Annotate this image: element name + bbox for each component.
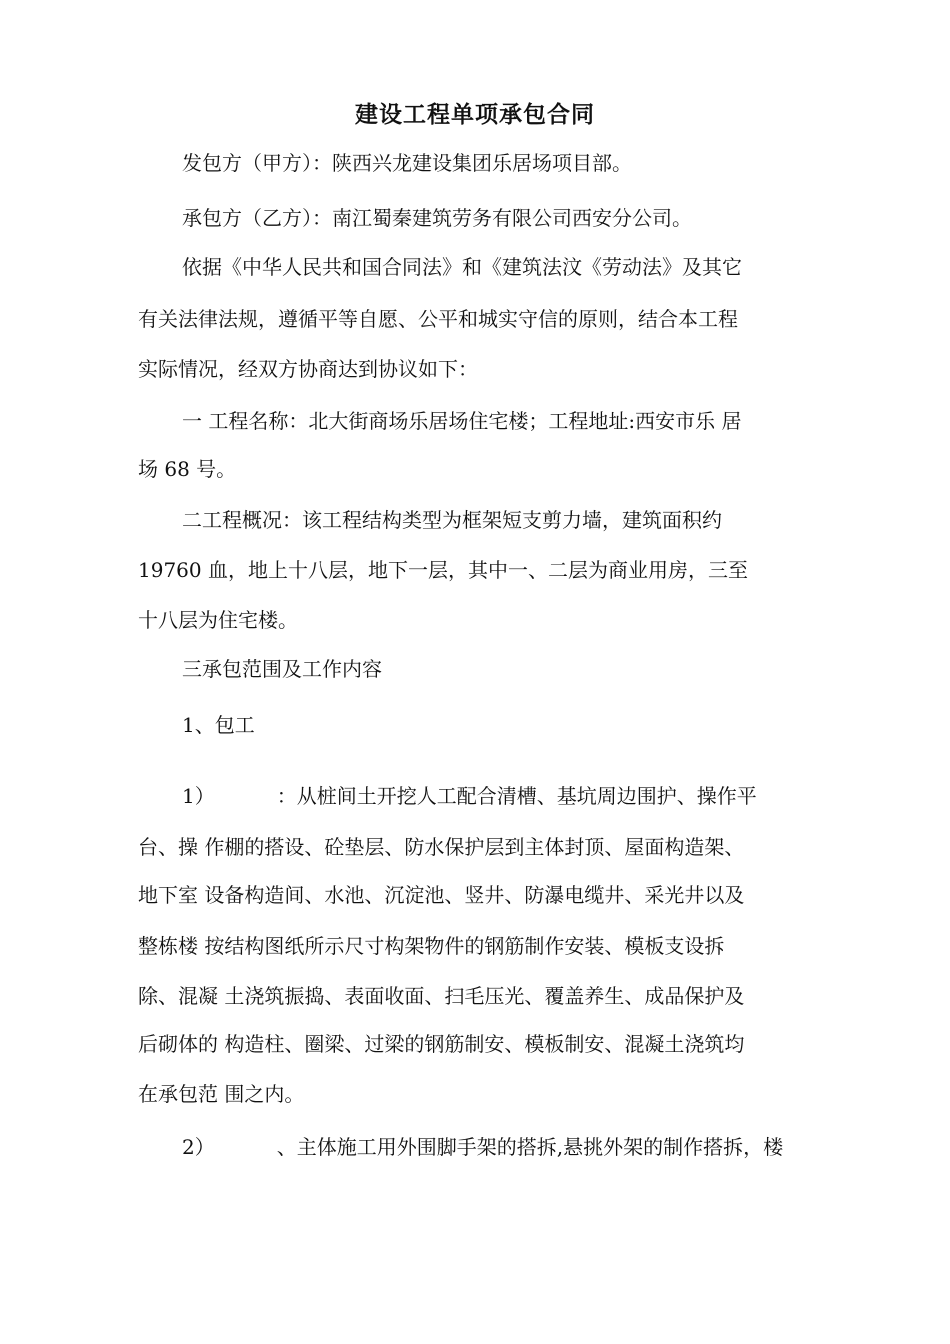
item-1-1-line-2: 台、操 作棚的搭设、砼垫层、防水保护层到主体封顶、屋面构造架、 [138, 835, 745, 859]
item-1-1-line-4: 整栋楼 按结构图纸所示尺寸构架物件的钢筋制作安装、模板支设拆 [138, 934, 725, 958]
basis-line-2: 有关法律法规，遵循平等自愿、公平和城实守信的原则，结合本工程 [138, 307, 738, 331]
item-1-1-line-7: 在承包范 围之内。 [138, 1082, 305, 1106]
item-1-1-line-6: 后砌体的 构造柱、圈梁、过梁的钢筋制安、模板制安、混凝土浇筑均 [138, 1032, 745, 1056]
item-1-heading: 1、包工 [182, 713, 255, 737]
document-title: 建设工程单项承包合同 [355, 101, 595, 128]
item-1-2-text: 、主体施工用外围脚手架的搭拆,悬挑外架的制作搭拆，楼 [276, 1135, 784, 1159]
item-1-1-line-3: 地下室 设备构造间、水池、沉淀池、竖井、防瀑电缆井、采光井以及 [138, 883, 745, 907]
section-2-line-1: 二工程概况：该工程结构类型为框架短支剪力墙，建筑面积约 [182, 508, 722, 532]
party-b: 承包方（乙方）：南江蜀秦建筑劳务有限公司西安分公司。 [182, 206, 692, 230]
section-2-line-3: 十八层为住宅楼。 [138, 608, 298, 632]
section-2-line-2: 19760 血，地上十八层，地下一层，其中一、二层为商业用房，三至 [138, 558, 748, 582]
section-3-heading: 三承包范围及工作内容 [182, 657, 382, 681]
section-1-line-1: 一 工程名称：北大街商场乐居场住宅楼；工程地址:西安市乐 居 [182, 409, 742, 433]
item-1-1-marker: 1） [182, 784, 215, 808]
basis-line-3: 实际情况，经双方协商达到协议如下： [138, 357, 478, 381]
item-1-2-marker: 2） [182, 1135, 215, 1159]
item-1-2-line-1 [182, 1130, 826, 1164]
item-1-1-text: ：从桩间土开挖人工配合清槽、基坑周边围护、操作平 [276, 784, 757, 808]
basis-line-1: 依据《中华人民共和国合同法》和《建筑法汶《劳动法》及其它 [182, 255, 742, 279]
item-1-1-line-5: 除、混凝 土浇筑振捣、表面收面、扫毛压光、覆盖养生、成品保护及 [138, 984, 745, 1008]
item-1-1-line-1 [182, 779, 826, 813]
party-a: 发包方（甲方）：陕西兴龙建设集团乐居场项目部。 [182, 151, 632, 175]
section-1-line-2: 场 68 号。 [138, 457, 237, 481]
